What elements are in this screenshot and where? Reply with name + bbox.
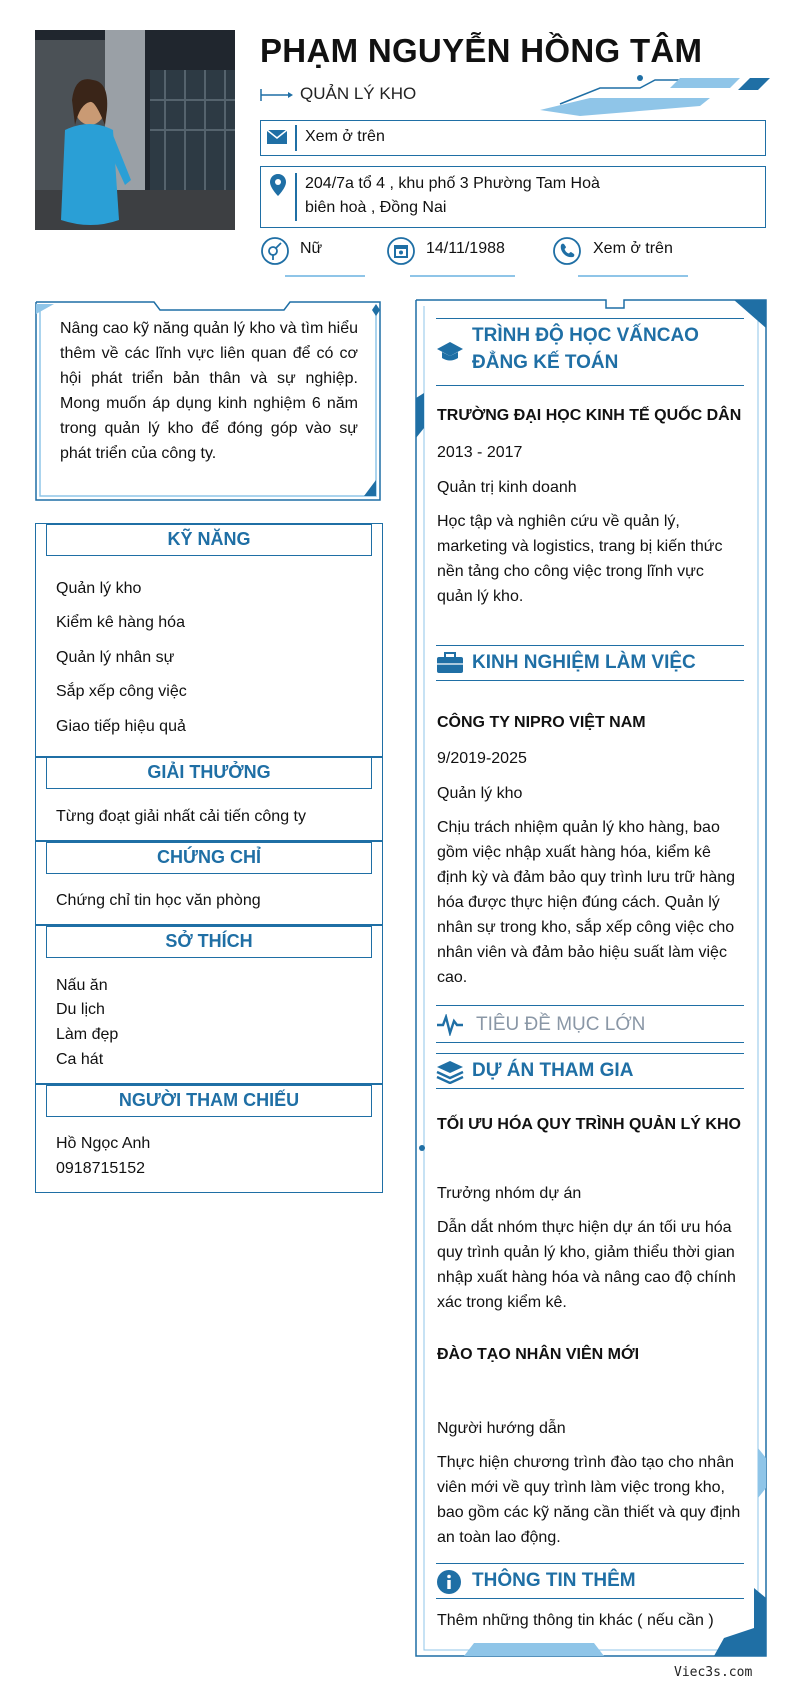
reference-phone: 0918715152 — [56, 1160, 145, 1177]
profile-photo — [35, 30, 235, 230]
project-name: ĐÀO TẠO NHÂN VIÊN MỚI — [437, 1346, 640, 1363]
project-name: TỐI ƯU HÓA QUY TRÌNH QUẢN LÝ KHO — [437, 1116, 741, 1133]
skill-item: Giao tiếp hiệu quả — [56, 718, 186, 735]
calendar-icon — [386, 236, 416, 266]
hobby-item: Du lịch — [56, 1001, 105, 1018]
projects-heading — [436, 1053, 744, 1089]
address-line1: 204/7a tổ 4 , khu phố 3 Phường Tam Hoà — [305, 175, 600, 192]
hobby-item: Ca hát — [56, 1051, 104, 1068]
email-value: Xem ở trên — [305, 128, 385, 145]
education-period: 2013 - 2017 — [437, 444, 523, 461]
experience-description: Chịu trách nhiệm quản lý kho hàng, bao gồm việc nhập xuất hàng hóa, kiểm kê định kỳ và đảm bảo quy trình lưu trữ hàng hóa được thực hiện đúng cách. Quản lý nhân sự trong kho, sắp xếp công việc cho nhân viên và đảm bảo hiệu suất làm việc cao. — [437, 819, 736, 986]
address-line2: biên hoà , Đồng Nai — [305, 199, 447, 216]
references-heading: NGƯỜI THAM CHIẾU — [46, 1085, 372, 1117]
position-line-icon — [260, 88, 294, 102]
award-item: Từng đoạt giải nhất cải tiến công ty — [56, 808, 306, 825]
skill-item: Kiểm kê hàng hóa — [56, 614, 185, 631]
career-objective: Nâng cao kỹ năng quản lý kho và tìm hiểu thêm về các lĩnh vực liên quan để có cơ hội phát triển bản thân và sự nghiệp. Mong muốn áp dụng kinh nghiệm 6 năm trong quản lý kho để đóng góp vào sự phát triển của công ty. — [60, 320, 358, 462]
additional-info-title: THÔNG TIN THÊM — [472, 1570, 636, 1591]
skill-item: Quản lý nhân sự — [56, 649, 175, 666]
experience-heading — [436, 645, 744, 681]
project-description: Thực hiện chương trình đào tạo cho nhân viên mới về quy trình làm việc trong kho, bao gồm các kỹ năng cần thiết và quy định an toàn lao động. — [437, 1454, 741, 1546]
phone-value: Xem ở trên — [593, 240, 673, 257]
experience-period: 9/2019-2025 — [437, 750, 527, 767]
hobbies-heading: SỞ THÍCH — [46, 926, 372, 958]
phone-icon — [552, 236, 582, 266]
email-box — [260, 120, 766, 156]
watermark: Viec3s.com — [674, 1665, 753, 1680]
skills-heading: KỸ NĂNG — [46, 524, 372, 556]
skill-item: Quản lý kho — [56, 580, 142, 597]
reference-name: Hồ Ngọc Anh — [56, 1135, 151, 1152]
experience-title: KINH NGHIỆM LÀM VIỆC — [472, 652, 696, 673]
placeholder-title: TIÊU ĐỀ MỤC LỚN — [476, 1014, 646, 1035]
gender-value: Nữ — [300, 240, 323, 257]
additional-info-text: Thêm những thông tin khác ( nếu cần ) — [437, 1612, 714, 1629]
education-title-line1: TRÌNH ĐỘ HỌC VẤNCAO — [472, 325, 699, 346]
briefcase-icon — [436, 652, 464, 674]
project-description: Dẫn dắt nhóm thực hiện dự án tối ưu hóa quy trình quản lý kho, giảm thiểu thời gian nhập xuất hàng hóa và nâng cao độ chính xác trong kiểm kê. — [437, 1219, 736, 1311]
project-role: Trưởng nhóm dự án — [437, 1185, 582, 1202]
education-title-line2: ĐẲNG KẾ TOÁN — [472, 352, 619, 373]
education-heading — [436, 318, 744, 386]
pulse-icon — [436, 1014, 464, 1036]
education-school: TRƯỜNG ĐẠI HỌC KINH TẾ QUỐC DÂN — [437, 407, 742, 424]
candidate-name: PHẠM NGUYỄN HỒNG TÂM — [260, 32, 703, 69]
education-description: Học tập và nghiên cứu về quản lý, marketing và logistics, trang bị kiến thức nền tảng cho công việc trong lĩnh vực quản lý kho. — [437, 513, 723, 605]
location-icon — [269, 173, 287, 197]
certificates-heading: CHỨNG CHỈ — [46, 842, 372, 874]
projects-title: DỰ ÁN THAM GIA — [472, 1060, 634, 1081]
layers-icon — [436, 1060, 464, 1084]
additional-info-heading — [436, 1563, 744, 1599]
hobby-item: Nấu ăn — [56, 977, 108, 994]
project-role: Người hướng dẫn — [437, 1420, 566, 1437]
position-title: QUẢN LÝ KHO — [300, 84, 417, 103]
email-icon — [266, 128, 288, 146]
gender-icon — [260, 236, 290, 266]
address-box — [260, 166, 766, 228]
birthday-value: 14/11/1988 — [426, 240, 505, 257]
education-major: Quản trị kinh doanh — [437, 479, 577, 496]
certificate-item: Chứng chỉ tin học văn phòng — [56, 892, 261, 909]
graduation-cap-icon — [436, 341, 464, 363]
hobby-item: Làm đẹp — [56, 1026, 119, 1043]
experience-company: CÔNG TY NIPRO VIỆT NAM — [437, 714, 646, 731]
awards-heading: GIẢI THƯỞNG — [46, 757, 372, 789]
skill-item: Sắp xếp công việc — [56, 683, 187, 700]
experience-role: Quản lý kho — [437, 785, 523, 802]
placeholder-heading — [436, 1005, 744, 1043]
header-decoration — [540, 70, 770, 116]
info-icon — [436, 1569, 462, 1595]
